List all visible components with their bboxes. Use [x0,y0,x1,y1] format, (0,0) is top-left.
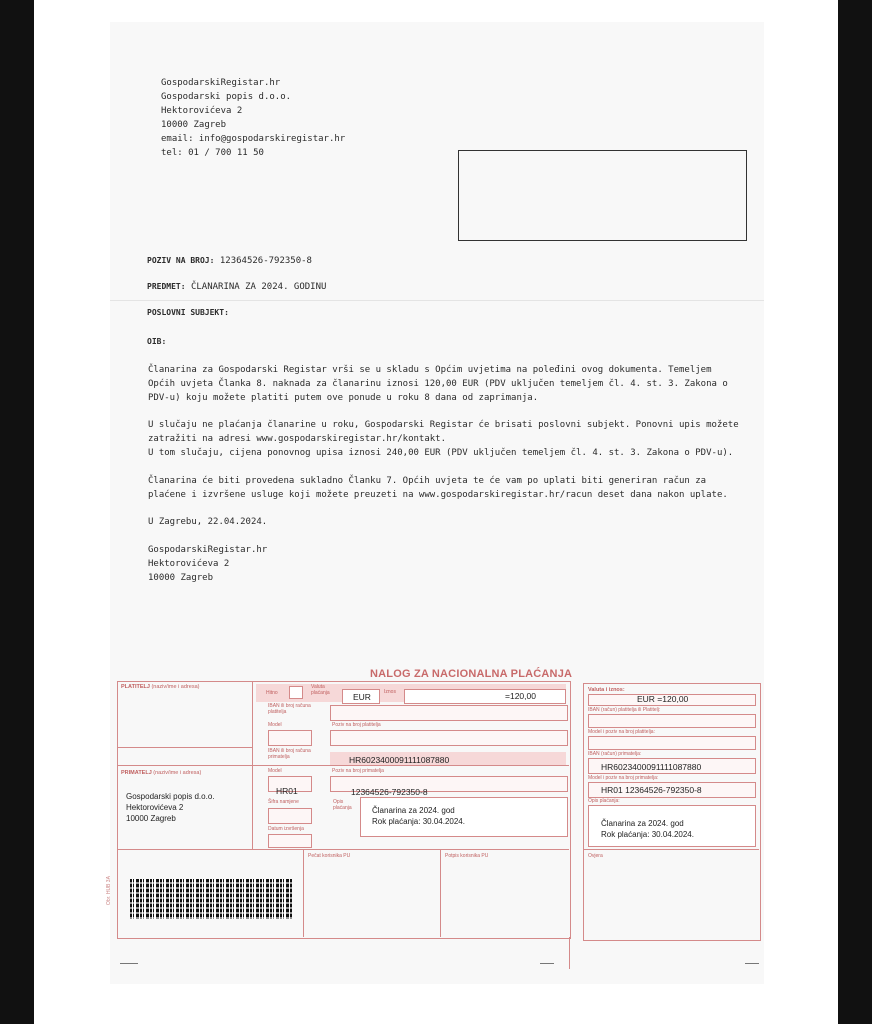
datum-izvrsenja-field[interactable] [268,834,312,848]
stub-iban-platitelja-label: IBAN (račun) platitelja ili Platitelj: [588,707,661,713]
sender-line: tel: 01 / 700 11 50 [161,148,264,158]
predmet-value: ČLANARINA ZA 2024. GODINU [190,282,327,292]
stub-iban-primatelja-label: IBAN (račun) primatelja: [588,751,642,757]
primatelj-label-text: PRIMATELJ [121,770,152,776]
poziv-primatelja-value: 12364526-792350-8 [351,787,428,797]
signature-line: 10000 Zagreb [148,573,214,583]
platitelj-label [121,684,199,690]
signature-block [148,543,267,585]
recipient-address-window [458,150,747,241]
stub-ovjera-label: Ovjera [588,853,603,859]
primatelj-line: 10000 Zagreb [126,814,176,823]
sifra-namjene-label: Šifra namjene [268,799,299,805]
slip-title: NALOG ZA NACIONALNA PLAĆANJA [370,668,573,680]
form-divider [569,937,570,969]
iban-primatelja-label: IBAN ili broj računa primatelja [268,748,311,760]
platitelj-label-text: PLATITELJ [121,684,150,690]
amount-field[interactable] [404,689,566,704]
sender-block [161,76,345,160]
stub-opis-line: Članarina za 2024. god [601,819,684,828]
paper-fold-line [110,300,764,301]
signature-line: GospodarskiRegistar.hr [148,545,268,555]
stub-model-primatelja-label: Model i poziv na broj primatelja: [588,775,659,781]
cut-mark [120,963,138,964]
stub-model-platitelja-label: Model i poziv na broj platitelja: [588,729,655,735]
poziv-value: 12364526-792350-8 [219,256,312,266]
paragraph-reregistration-fee: U tom slučaju, cijena ponovnog upisa iznosi 240,00 EUR (PDV uključen temeljem čl. 4. st. 3. Zakona o PDV-u). [148,448,734,458]
primatelj-hint: (naziv/ime i adresa) [153,770,202,776]
stub-opis-value [601,818,694,840]
stub-valuta-iznos-label: Valuta i iznos: [588,687,625,693]
form-divider [583,849,759,850]
datum-izvrsenja-label: Datum izvršenja [268,826,304,832]
date-line: U Zagrebu, 22.04.2024. [148,517,268,527]
opis-line: Članarina za 2024. god [372,806,455,815]
poziv-platitelja-field[interactable] [330,730,568,746]
primatelj-line: Hektorovićeva 2 [126,803,184,812]
hitno-checkbox[interactable] [289,686,303,699]
form-divider [440,849,441,937]
model-platitelja-label: Model [268,722,282,728]
form-divider [117,765,569,766]
form-divider [117,849,569,850]
primatelj-address [126,791,215,824]
poziv-platitelja-label: Poziv na broj platitelja [332,722,381,728]
payment-barcode [130,879,292,919]
poziv-label: POZIV NA BROJ: [147,256,215,265]
valuta-label: Valuta plaćanja [311,684,330,696]
cut-mark [540,963,554,964]
stub-opis-line: Rok plaćanja: 30.04.2024. [601,830,694,839]
primatelj-line: Gospodarski popis d.o.o. [126,792,215,801]
iban-platitelja-label: IBAN ili broj računa platitelja [268,703,311,715]
pecat-label: Pečat korisnika PU [308,853,351,859]
amount-value: =120,00 [505,691,536,701]
form-divider [117,747,252,748]
sender-line: 10000 Zagreb [161,120,227,130]
model-platitelja-field[interactable] [268,730,312,746]
opis-placanja-label: Opis plaćanja [333,799,352,811]
poziv-line [147,254,312,268]
model-primatelja-value: HR01 [276,786,298,796]
oib-label: OIB: [147,337,167,346]
opis-line: Rok plaćanja: 30.04.2024. [372,817,465,826]
stub-iban-primatelja-value: HR6023400091111087880 [601,762,702,772]
hitno-label: Hitno [266,690,278,696]
sender-line: email: info@gospodarskiregistar.hr [161,134,346,144]
currency-value: EUR [353,692,371,702]
poziv-primatelja-label: Poziv na broj primatelja [332,768,384,774]
model-primatelja-label: Model [268,768,282,774]
iban-primatelja-value: HR6023400091111087880 [349,755,450,765]
potpis-label: Potpis korisnika PU [445,853,489,859]
stub-amount-value: EUR =120,00 [637,694,689,704]
sifra-namjene-field[interactable] [268,808,312,824]
predmet-line [147,280,326,294]
opis-placanja-value [372,805,465,827]
iban-platitelja-field[interactable] [330,705,568,721]
paragraph-deletion-warning: U slučaju ne plaćanja članarine u roku, Gospodarski Registar će brisati poslovni subjekt. Ponovni upis možete zatražiti na adresi www.gospodarskiregistar.hr/kontakt. [148,420,739,444]
sender-line: Gospodarski popis d.o.o. [161,92,292,102]
stub-model-primatelja-value: HR01 12364526-792350-8 [601,785,702,795]
primatelj-label [121,770,201,776]
paragraph-membership-fee: Članarina za Gospodarski Registar vrši se u skladu s Općim uvjetima na poleđini ovog dokumenta. Temeljem Općih uvjeta Članka 8. naknada za članarinu iznosi 120,00 EUR (PDV uključen temeljem čl. 4. st. 3. Zakona o PDV-u) koju možete platiti putem ove ponude u roku 8 dana od zaprimanja. [148,365,728,403]
subjekt-label: POSLOVNI SUBJEKT: [147,308,229,317]
signature-line: Hektorovićeva 2 [148,559,230,569]
iznos-label: Iznos [384,689,396,695]
platitelj-hint: (naziv/ime i adresa) [151,684,200,690]
sender-line: GospodarskiRegistar.hr [161,78,281,88]
sender-line: Hektorovićeva 2 [161,106,243,116]
stub-opis-label: Opis plaćanja: [588,798,620,804]
cut-mark [745,963,759,964]
form-divider [303,849,304,937]
form-code-label: Obr. HUB 3A [106,876,112,905]
stub-iban-platitelja-field[interactable] [588,714,756,728]
predmet-label: PREDMET: [147,282,186,291]
stub-model-platitelja-field[interactable] [588,736,756,750]
paragraph-invoice-info: Članarina će biti provedena sukladno Članku 7. Općih uvjeta te će vam po uplati biti generiran račun za plaćene i izvršene usluge koji možete preuzeti na www.gospodarskiregistar.hr/racun deset dana nakon uplate. [148,476,728,500]
